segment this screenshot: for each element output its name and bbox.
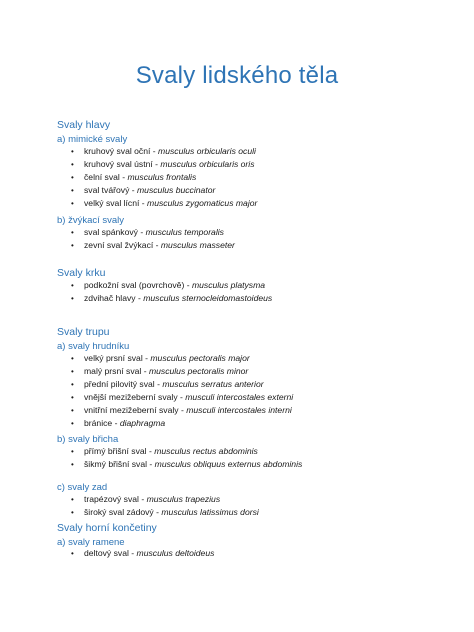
list-item — [57, 352, 293, 365]
muscle-name-czech: podkožní sval (povrchově) - — [84, 280, 192, 290]
muscle-name-latin: musculi intercostales externi — [185, 392, 294, 402]
muscle-name-latin: musculus sternocleidomastoideus — [143, 293, 273, 303]
muscle-name-czech: sval spánkový - — [84, 227, 146, 237]
muscle-name-czech: velký sval lícní - — [84, 198, 148, 208]
list-item — [57, 404, 293, 417]
list-item — [57, 239, 235, 252]
muscle-name-latin: musculus serratus anterior — [162, 379, 264, 389]
list-item — [57, 279, 272, 292]
bullet-icon: • — [71, 294, 74, 303]
muscle-name-czech: velký prsní sval - — [84, 353, 151, 363]
list-item — [57, 506, 259, 519]
muscle-name-latin: musculus masseter — [160, 240, 235, 250]
muscle-name-latin: musculus trapezius — [146, 494, 221, 504]
list-item — [57, 171, 257, 184]
muscle-name-czech: malý prsní sval - — [84, 366, 149, 376]
list-item — [57, 417, 293, 430]
list-item — [57, 445, 302, 458]
bullet-icon: • — [71, 147, 74, 156]
muscle-name-latin: musculi intercostales interni — [186, 405, 292, 415]
muscle-name-czech: vnitřní mezižeberní svaly - — [84, 405, 187, 415]
list-item — [57, 547, 214, 560]
muscle-name-czech: zdvihač hlavy - — [84, 293, 144, 303]
muscle-name-latin: musculus frontalis — [127, 172, 197, 182]
list-item — [57, 158, 257, 171]
subheading-mimic-muscles: a) mimické svaly — [57, 134, 128, 145]
muscle-name-latin: musculus platysma — [191, 280, 266, 290]
bullet-icon: • — [71, 228, 74, 237]
list-item — [57, 378, 293, 391]
subheading-chewing-muscles: b) žvýkací svaly — [57, 215, 125, 226]
list-abdominal-muscles — [57, 445, 302, 471]
muscle-name-czech: kruhový sval oční - — [84, 146, 159, 156]
list-chewing-muscles — [57, 226, 235, 252]
page-title: Svaly lidského těla — [135, 62, 339, 89]
list-mimic-muscles — [57, 145, 257, 210]
list-item — [57, 458, 302, 471]
muscle-name-latin: musculus obliquus externus abdominis — [154, 459, 303, 469]
bullet-icon: • — [71, 393, 74, 402]
list-item — [57, 226, 235, 239]
muscle-name-czech: široký sval zádový - — [84, 507, 162, 517]
list-item — [57, 145, 257, 158]
bullet-icon: • — [71, 173, 74, 182]
bullet-icon: • — [71, 508, 74, 517]
muscle-name-latin: musculus rectus abdominis — [154, 446, 258, 456]
muscle-name-latin: musculus orbicularis oculi — [158, 146, 256, 156]
bullet-icon: • — [71, 447, 74, 456]
muscle-name-czech: kruhový sval ústní - — [84, 159, 161, 169]
section-heading-neck: Svaly krku — [57, 267, 106, 279]
bullet-icon: • — [71, 406, 74, 415]
muscle-name-latin: musculus zygomaticus major — [147, 198, 258, 208]
muscle-name-latin: diaphragma — [119, 418, 166, 428]
bullet-icon: • — [71, 186, 74, 195]
list-item — [57, 184, 257, 197]
subheading-chest-muscles: a) svaly hrudníku — [57, 341, 130, 352]
muscle-name-latin: musculus latissimus dorsi — [161, 507, 259, 517]
list-item — [57, 391, 293, 404]
section-heading-head: Svaly hlavy — [57, 119, 111, 131]
subheading-shoulder-muscles: a) svaly ramene — [57, 537, 125, 548]
muscle-name-czech: šikmý břišní sval - — [84, 459, 155, 469]
list-shoulder-muscles — [57, 547, 214, 560]
bullet-icon: • — [71, 160, 74, 169]
muscle-name-czech: čelní sval - — [84, 172, 128, 182]
section-heading-upper-limb: Svaly horní končetiny — [57, 522, 157, 534]
muscle-name-czech: deltový sval - — [84, 548, 137, 558]
muscle-name-czech: vnější mezižeberní svaly - — [84, 392, 186, 402]
muscle-name-czech: přední pilovitý sval - — [84, 379, 163, 389]
bullet-icon: • — [71, 281, 74, 290]
list-item — [57, 197, 257, 210]
muscle-name-czech: bránice - — [84, 418, 120, 428]
muscle-name-latin: musculus pectoralis major — [150, 353, 250, 363]
list-neck-muscles — [57, 279, 272, 305]
list-item — [57, 292, 272, 305]
list-item — [57, 365, 293, 378]
muscle-name-latin: musculus pectoralis minor — [148, 366, 249, 376]
subheading-abdominal-muscles: b) svaly břicha — [57, 434, 119, 445]
bullet-icon: • — [71, 495, 74, 504]
bullet-icon: • — [71, 380, 74, 389]
muscle-name-latin: musculus deltoideus — [136, 548, 215, 558]
subheading-back-muscles: c) svaly zad — [57, 482, 108, 493]
bullet-icon: • — [71, 419, 74, 428]
muscle-name-latin: musculus buccinator — [137, 185, 216, 195]
muscle-name-latin: musculus orbicularis oris — [160, 159, 255, 169]
muscle-name-czech: sval tvářový - — [84, 185, 138, 195]
list-item — [57, 493, 259, 506]
bullet-icon: • — [71, 460, 74, 469]
muscle-name-czech: zevní sval žvýkací - — [84, 240, 161, 250]
muscle-name-czech: trapézový sval - — [84, 494, 147, 504]
list-back-muscles — [57, 493, 259, 519]
bullet-icon: • — [71, 549, 74, 558]
bullet-icon: • — [71, 367, 74, 376]
bullet-icon: • — [71, 354, 74, 363]
bullet-icon: • — [71, 241, 74, 250]
muscle-name-czech: přímý břišní sval - — [84, 446, 155, 456]
muscle-name-latin: musculus temporalis — [145, 227, 224, 237]
list-chest-muscles — [57, 352, 293, 430]
bullet-icon: • — [71, 199, 74, 208]
section-heading-trunk: Svaly trupu — [57, 326, 110, 338]
